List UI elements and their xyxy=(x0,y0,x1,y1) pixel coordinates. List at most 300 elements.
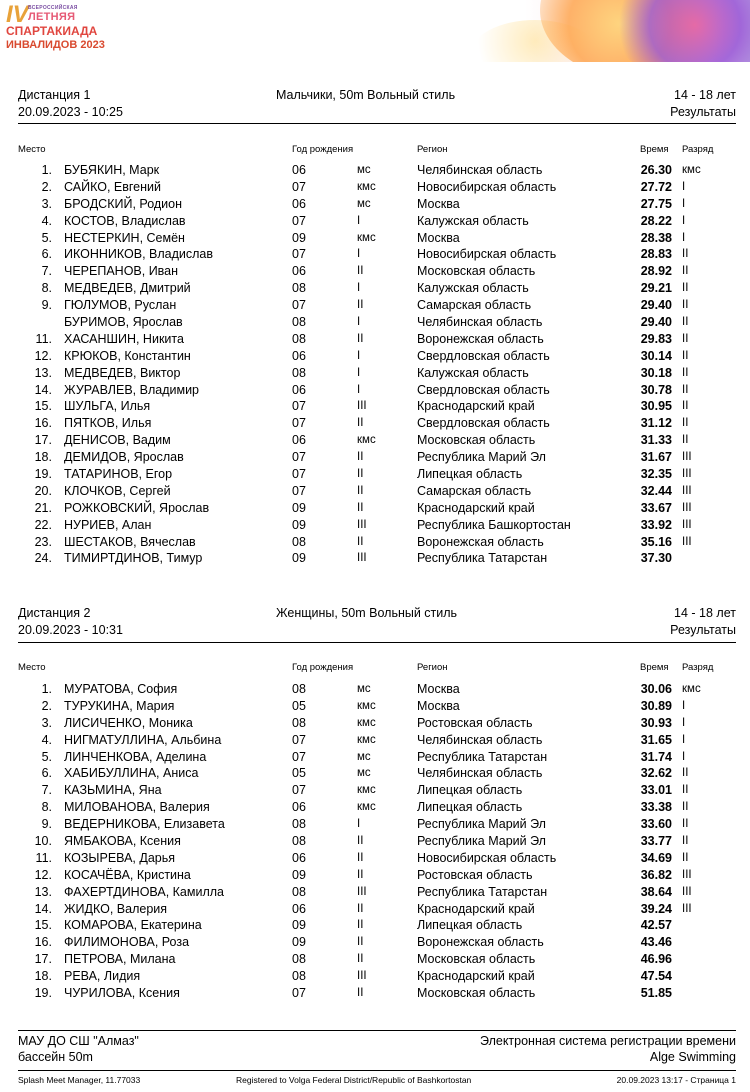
rank-earned: II xyxy=(682,265,689,278)
athlete-name: НУРИЕВ, Алан xyxy=(64,517,152,532)
place-cell: 17. xyxy=(34,952,52,967)
birth-year: 09 xyxy=(292,551,306,566)
athlete-name: РЕВА, Лидия xyxy=(64,969,141,984)
place-cell: 4. xyxy=(41,732,52,747)
table-row xyxy=(18,297,736,314)
region-cell: Свердловская область xyxy=(417,416,550,431)
place-cell: 16. xyxy=(34,416,52,431)
result-time: 33.92 xyxy=(640,517,672,532)
table-row xyxy=(18,213,736,230)
rank-earned: III xyxy=(682,535,692,548)
rank-earned: I xyxy=(682,733,686,746)
qualification: III xyxy=(357,885,367,898)
place-cell: 13. xyxy=(34,365,52,380)
region-cell: Краснодарский край xyxy=(417,399,535,414)
rank-earned: II xyxy=(682,316,689,329)
athlete-name: НИГМАТУЛЛИНА, Альбина xyxy=(64,732,222,747)
qualification: мс xyxy=(357,164,371,176)
rank-earned: I xyxy=(682,699,686,712)
qualification: кмс xyxy=(357,231,376,244)
region-cell: Калужская область xyxy=(417,213,529,228)
results-label: Результаты xyxy=(670,105,736,119)
age-group: 14 - 18 лет xyxy=(674,88,736,102)
region-cell: Москва xyxy=(417,698,460,713)
place-cell: 4. xyxy=(41,213,52,228)
rank-earned: III xyxy=(682,518,692,531)
region-cell: Липецкая область xyxy=(417,800,523,815)
birth-year: 08 xyxy=(292,834,306,849)
birth-year: 06 xyxy=(292,348,306,363)
result-time: 47.54 xyxy=(640,969,672,984)
qualification: мс xyxy=(357,683,371,695)
rank-earned: III xyxy=(682,484,692,497)
rank-earned: I xyxy=(682,197,686,210)
birth-year: 08 xyxy=(292,682,306,696)
table-row xyxy=(18,398,736,415)
athlete-name: КОЗЫРЕВА, Дарья xyxy=(64,850,176,865)
qualification: I xyxy=(357,366,361,379)
table-row xyxy=(18,500,736,517)
col-region: Регион xyxy=(417,662,448,673)
result-time: 27.72 xyxy=(640,179,672,194)
rank-earned: II xyxy=(682,383,689,396)
qualification: II xyxy=(357,535,364,548)
place-cell: 3. xyxy=(41,715,52,730)
result-time: 28.83 xyxy=(640,247,672,262)
region-cell: Калужская область xyxy=(417,365,529,380)
result-time: 28.38 xyxy=(640,230,672,245)
birth-year: 09 xyxy=(292,918,306,933)
athlete-name: ТАТАРИНОВ, Егор xyxy=(64,467,173,482)
print-date-page: 20.09.2023 13:17 - Страница 1 xyxy=(616,1075,736,1085)
athlete-name: ФАХЕРТДИНОВА, Камилла xyxy=(64,884,224,899)
birth-year: 08 xyxy=(292,281,306,296)
timing-vendor: Alge Swimming xyxy=(649,1050,736,1064)
rank-earned: II xyxy=(682,417,689,430)
athlete-name: ИКОННИКОВ, Владислав xyxy=(64,247,214,262)
table-row xyxy=(18,749,736,766)
birth-year: 07 xyxy=(292,450,306,465)
qualification: II xyxy=(357,851,364,864)
qualification: III xyxy=(357,400,367,413)
athlete-name: КОМАРОВА, Екатерина xyxy=(64,918,202,933)
qualification: I xyxy=(357,818,361,831)
table-row xyxy=(18,517,736,534)
logo-line3: ИНВАЛИДОВ 2023 xyxy=(6,39,105,51)
place-cell: 11. xyxy=(35,850,52,865)
region-cell: Новосибирская область xyxy=(417,247,557,262)
qualification: кмс xyxy=(357,801,376,814)
rank-earned: кмс xyxy=(682,683,701,695)
region-cell: Свердловская область xyxy=(417,348,550,363)
place-cell: 19. xyxy=(34,986,52,1001)
athlete-name: КАЗЬМИНА, Яна xyxy=(64,783,162,798)
table-row xyxy=(18,732,736,749)
athlete-name: ВЕДЕРНИКОВА, Елизавета xyxy=(64,817,225,832)
qualification: II xyxy=(357,332,364,345)
rank-earned: II xyxy=(682,349,689,362)
rank-earned: II xyxy=(682,282,689,295)
qualification: II xyxy=(357,902,364,915)
athlete-name: ЛИСИЧЕНКО, Моника xyxy=(64,715,193,730)
birth-year: 09 xyxy=(292,500,306,515)
athlete-name: ХАБИБУЛЛИНА, Аниса xyxy=(64,766,199,781)
place-cell: 15. xyxy=(34,918,52,933)
birth-year: 08 xyxy=(292,817,306,832)
event-logo xyxy=(6,3,116,58)
place-cell: 7. xyxy=(41,783,52,798)
rank-earned: III xyxy=(682,868,692,881)
section-header xyxy=(18,88,736,122)
region-cell: Калужская область xyxy=(417,281,529,296)
qualification: мс xyxy=(357,197,371,210)
col-rank: Разряд xyxy=(682,662,714,673)
timing-system: Электронная система регистрации времени xyxy=(480,1034,736,1048)
col-place: Место xyxy=(18,144,46,155)
athlete-name: КОСАЧЁВА, Кристина xyxy=(64,867,191,882)
result-time: 29.83 xyxy=(640,331,672,346)
rank-earned: I xyxy=(682,716,686,729)
region-cell: Воронежская область xyxy=(417,534,544,549)
region-cell: Московская область xyxy=(417,952,536,967)
table-row xyxy=(18,534,736,551)
table-row xyxy=(18,715,736,732)
result-time: 31.33 xyxy=(640,433,672,448)
col-rank: Разряд xyxy=(682,144,714,155)
place-cell: 13. xyxy=(34,884,52,899)
result-time: 26.30 xyxy=(640,163,672,177)
result-time: 31.12 xyxy=(640,416,672,431)
rank-earned: II xyxy=(682,851,689,864)
place-cell: 9. xyxy=(41,817,52,832)
place-cell: 6. xyxy=(41,247,52,262)
col-year: Год рождения xyxy=(292,144,354,155)
qualification: кмс xyxy=(357,434,376,447)
athlete-name: МЕДВЕДЕВ, Виктор xyxy=(64,365,181,380)
birth-year: 07 xyxy=(292,986,306,1001)
rank-earned: III xyxy=(682,902,692,915)
region-cell: Челябинская область xyxy=(417,315,543,330)
birth-year: 07 xyxy=(292,416,306,431)
qualification: I xyxy=(357,383,361,396)
athlete-name: ФИЛИМОНОВА, Роза xyxy=(64,935,190,950)
age-group: 14 - 18 лет xyxy=(674,606,736,620)
region-cell: Краснодарский край xyxy=(417,901,535,916)
rank-earned: II xyxy=(682,835,689,848)
birth-year: 05 xyxy=(292,766,306,781)
birth-year: 08 xyxy=(292,715,306,730)
athlete-name: ЧУРИЛОВА, Ксения xyxy=(64,986,180,1001)
region-cell: Республика Башкортостан xyxy=(417,517,571,532)
rank-earned: II xyxy=(682,801,689,814)
table-row xyxy=(18,782,736,799)
place-cell: 16. xyxy=(34,935,52,950)
table-row xyxy=(18,382,736,399)
athlete-name: КЛОЧКОВ, Сергей xyxy=(64,483,171,498)
col-year: Год рождения xyxy=(292,662,354,673)
rank-earned: кмс xyxy=(682,164,701,176)
table-row xyxy=(18,681,736,698)
region-cell: Ростовская область xyxy=(417,867,533,882)
athlete-name: БУРИМОВ, Ярослав xyxy=(64,315,183,330)
place-cell: 5. xyxy=(41,749,52,764)
birth-year: 07 xyxy=(292,749,306,764)
registration-info: Registered to Volga Federal District/Republic of Bashkortostan xyxy=(236,1075,472,1085)
place-cell: 12. xyxy=(34,867,52,882)
rank-earned: III xyxy=(682,451,692,464)
col-place: Место xyxy=(18,662,46,673)
event-title: Женщины, 50m Вольный стиль xyxy=(276,606,458,620)
column-headings xyxy=(18,662,736,676)
place-cell: 18. xyxy=(34,969,52,984)
result-time: 28.92 xyxy=(640,264,672,279)
banner-decoration xyxy=(610,0,750,62)
logo-subtitle: ВСЕРОССИЙСКАЯ xyxy=(28,5,78,11)
result-time: 29.40 xyxy=(640,315,672,330)
pool-info: бассейн 50m xyxy=(18,1050,93,1064)
divider xyxy=(18,642,736,643)
place-cell: 2. xyxy=(41,179,52,194)
athlete-name: ГЮЛУМОВ, Руслан xyxy=(64,298,177,313)
table-row xyxy=(18,765,736,782)
birth-year: 06 xyxy=(292,196,306,211)
athlete-name: БРОДСКИЙ, Родион xyxy=(64,196,182,211)
col-time: Время xyxy=(640,144,669,155)
result-time: 33.60 xyxy=(640,817,672,832)
athlete-name: ЖУРАВЛЕВ, Владимир xyxy=(64,382,200,397)
rank-earned: III xyxy=(682,468,692,481)
athlete-name: ЧЕРЕПАНОВ, Иван xyxy=(64,264,179,279)
table-row xyxy=(18,348,736,365)
result-time: 30.95 xyxy=(640,399,672,414)
region-cell: Челябинская область xyxy=(417,766,543,781)
qualification: II xyxy=(357,868,364,881)
result-time: 30.06 xyxy=(640,682,672,696)
col-region: Регион xyxy=(417,144,448,155)
birth-year: 06 xyxy=(292,264,306,279)
qualification: II xyxy=(357,835,364,848)
table-row xyxy=(18,196,736,213)
birth-year: 09 xyxy=(292,230,306,245)
place-cell: 1. xyxy=(41,682,52,696)
region-cell: Республика Татарстан xyxy=(417,884,548,899)
rank-earned: III xyxy=(682,885,692,898)
region-cell: Воронежская область xyxy=(417,935,544,950)
qualification: кмс xyxy=(357,716,376,729)
athlete-name: ДЕНИСОВ, Вадим xyxy=(64,433,171,448)
place-cell: 3. xyxy=(41,196,52,211)
athlete-name: ПЯТКОВ, Илья xyxy=(64,416,152,431)
athlete-name: НЕСТЕРКИН, Семён xyxy=(64,230,185,245)
table-row xyxy=(18,314,736,331)
table-row xyxy=(18,246,736,263)
athlete-name: САЙКО, Евгений xyxy=(64,179,161,194)
table-row xyxy=(18,884,736,901)
region-cell: Республика Марий Эл xyxy=(417,450,546,465)
athlete-name: ДЕМИДОВ, Ярослав xyxy=(64,450,184,465)
place-cell: 22. xyxy=(34,517,52,532)
qualification: III xyxy=(357,518,367,531)
place-cell: 6. xyxy=(41,766,52,781)
qualification: III xyxy=(357,970,367,983)
place-cell: 17. xyxy=(34,433,52,448)
birth-year: 06 xyxy=(292,382,306,397)
rank-earned: II xyxy=(682,332,689,345)
birth-year: 08 xyxy=(292,365,306,380)
region-cell: Московская область xyxy=(417,264,536,279)
region-cell: Ростовская область xyxy=(417,715,533,730)
qualification: I xyxy=(357,214,361,227)
table-row xyxy=(18,230,736,247)
athlete-name: ЛИНЧЕНКОВА, Аделина xyxy=(64,749,207,764)
results-table xyxy=(18,162,736,567)
table-row xyxy=(18,415,736,432)
place-cell: 18. xyxy=(34,450,52,465)
place-cell: 12. xyxy=(34,348,52,363)
place-cell: 5. xyxy=(41,230,52,245)
athlete-name: ШУЛЬГА, Илья xyxy=(64,399,151,414)
result-time: 35.16 xyxy=(640,534,672,549)
rank-earned: II xyxy=(682,434,689,447)
region-cell: Республика Татарстан xyxy=(417,749,548,764)
qualification: I xyxy=(357,248,361,261)
region-cell: Новосибирская область xyxy=(417,850,557,865)
qualification: II xyxy=(357,501,364,514)
region-cell: Самарская область xyxy=(417,483,532,498)
footer-divider xyxy=(18,1030,736,1031)
athlete-name: ЖИДКО, Валерия xyxy=(64,901,168,916)
table-row xyxy=(18,449,736,466)
region-cell: Московская область xyxy=(417,433,536,448)
table-row xyxy=(18,466,736,483)
rank-earned: II xyxy=(682,400,689,413)
result-time: 33.67 xyxy=(640,500,672,515)
result-time: 46.96 xyxy=(640,952,672,967)
table-row xyxy=(18,934,736,951)
qualification: I xyxy=(357,349,361,362)
athlete-name: ШЕСТАКОВ, Вячеслав xyxy=(64,534,196,549)
event-title: Мальчики, 50m Вольный стиль xyxy=(276,88,456,102)
result-time: 34.69 xyxy=(640,850,672,865)
region-cell: Самарская область xyxy=(417,298,532,313)
result-time: 29.40 xyxy=(640,298,672,313)
birth-year: 06 xyxy=(292,433,306,448)
table-row xyxy=(18,162,736,179)
result-time: 42.57 xyxy=(640,918,672,933)
qualification: II xyxy=(357,919,364,932)
event-datetime: 20.09.2023 - 10:25 xyxy=(18,105,123,119)
athlete-name: ХАСАНШИН, Никита xyxy=(64,331,184,346)
athlete-name: КОСТОВ, Владислав xyxy=(64,213,186,228)
footer-line2 xyxy=(18,1050,736,1066)
place-cell: 24. xyxy=(34,551,52,566)
rank-earned: III xyxy=(682,501,692,514)
result-time: 32.35 xyxy=(640,467,672,482)
region-cell: Липецкая область xyxy=(417,467,523,482)
region-cell: Республика Татарстан xyxy=(417,551,548,566)
athlete-name: ТИМИРТДИНОВ, Тимур xyxy=(64,551,203,566)
qualification: мс xyxy=(357,750,371,763)
table-row xyxy=(18,833,736,850)
place-cell: 14. xyxy=(34,382,52,397)
distance-label: Дистанция 1 xyxy=(18,88,91,102)
results-label: Результаты xyxy=(670,623,736,637)
organization: МАУ ДО СШ "Алмаз" xyxy=(18,1034,139,1048)
qualification: II xyxy=(357,936,364,949)
qualification: I xyxy=(357,316,361,329)
table-row xyxy=(18,698,736,715)
table-row xyxy=(18,867,736,884)
qualification: кмс xyxy=(357,733,376,746)
birth-year: 05 xyxy=(292,698,306,713)
table-row xyxy=(18,331,736,348)
region-cell: Свердловская область xyxy=(417,382,550,397)
birth-year: 07 xyxy=(292,467,306,482)
region-cell: Новосибирская область xyxy=(417,179,557,194)
logo-number: IV xyxy=(6,1,29,28)
result-time: 30.93 xyxy=(640,715,672,730)
place-cell: 23. xyxy=(34,534,52,549)
table-row xyxy=(18,917,736,934)
region-cell: Липецкая область xyxy=(417,783,523,798)
birth-year: 07 xyxy=(292,732,306,747)
result-time: 36.82 xyxy=(640,867,672,882)
rank-earned: II xyxy=(682,366,689,379)
place-cell: 8. xyxy=(41,281,52,296)
result-time: 29.21 xyxy=(640,281,672,296)
qualification: II xyxy=(357,484,364,497)
result-time: 30.18 xyxy=(640,365,672,380)
place-cell: 10. xyxy=(34,834,52,849)
birth-year: 08 xyxy=(292,534,306,549)
table-row xyxy=(18,263,736,280)
table-row xyxy=(18,483,736,500)
rank-earned: I xyxy=(682,750,686,763)
result-time: 27.75 xyxy=(640,196,672,211)
athlete-name: БУБЯКИН, Марк xyxy=(64,163,160,177)
result-time: 31.74 xyxy=(640,749,672,764)
col-time: Время xyxy=(640,662,669,673)
birth-year: 07 xyxy=(292,399,306,414)
birth-year: 08 xyxy=(292,331,306,346)
qualification: II xyxy=(357,299,364,312)
place-cell: 14. xyxy=(34,901,52,916)
result-time: 39.24 xyxy=(640,901,672,916)
birth-year: 08 xyxy=(292,969,306,984)
qualification: I xyxy=(357,282,361,295)
result-time: 33.38 xyxy=(640,800,672,815)
place-cell: 19. xyxy=(34,467,52,482)
logo-line1: ЛЕТНЯЯ xyxy=(28,11,76,23)
rank-earned: I xyxy=(682,214,686,227)
table-row xyxy=(18,968,736,985)
birth-year: 06 xyxy=(292,850,306,865)
result-time: 33.77 xyxy=(640,834,672,849)
birth-year: 06 xyxy=(292,800,306,815)
qualification: мс xyxy=(357,767,371,780)
athlete-name: ЯМБАКОВА, Ксения xyxy=(64,834,181,849)
logo-line2: СПАРТАКИАДА xyxy=(6,24,98,38)
table-row xyxy=(18,799,736,816)
region-cell: Москва xyxy=(417,230,460,245)
section-header xyxy=(18,606,736,640)
qualification: кмс xyxy=(357,784,376,797)
result-time: 31.67 xyxy=(640,450,672,465)
birth-year: 07 xyxy=(292,783,306,798)
region-cell: Воронежская область xyxy=(417,331,544,346)
place-cell: 8. xyxy=(41,800,52,815)
region-cell: Челябинская область xyxy=(417,163,543,177)
